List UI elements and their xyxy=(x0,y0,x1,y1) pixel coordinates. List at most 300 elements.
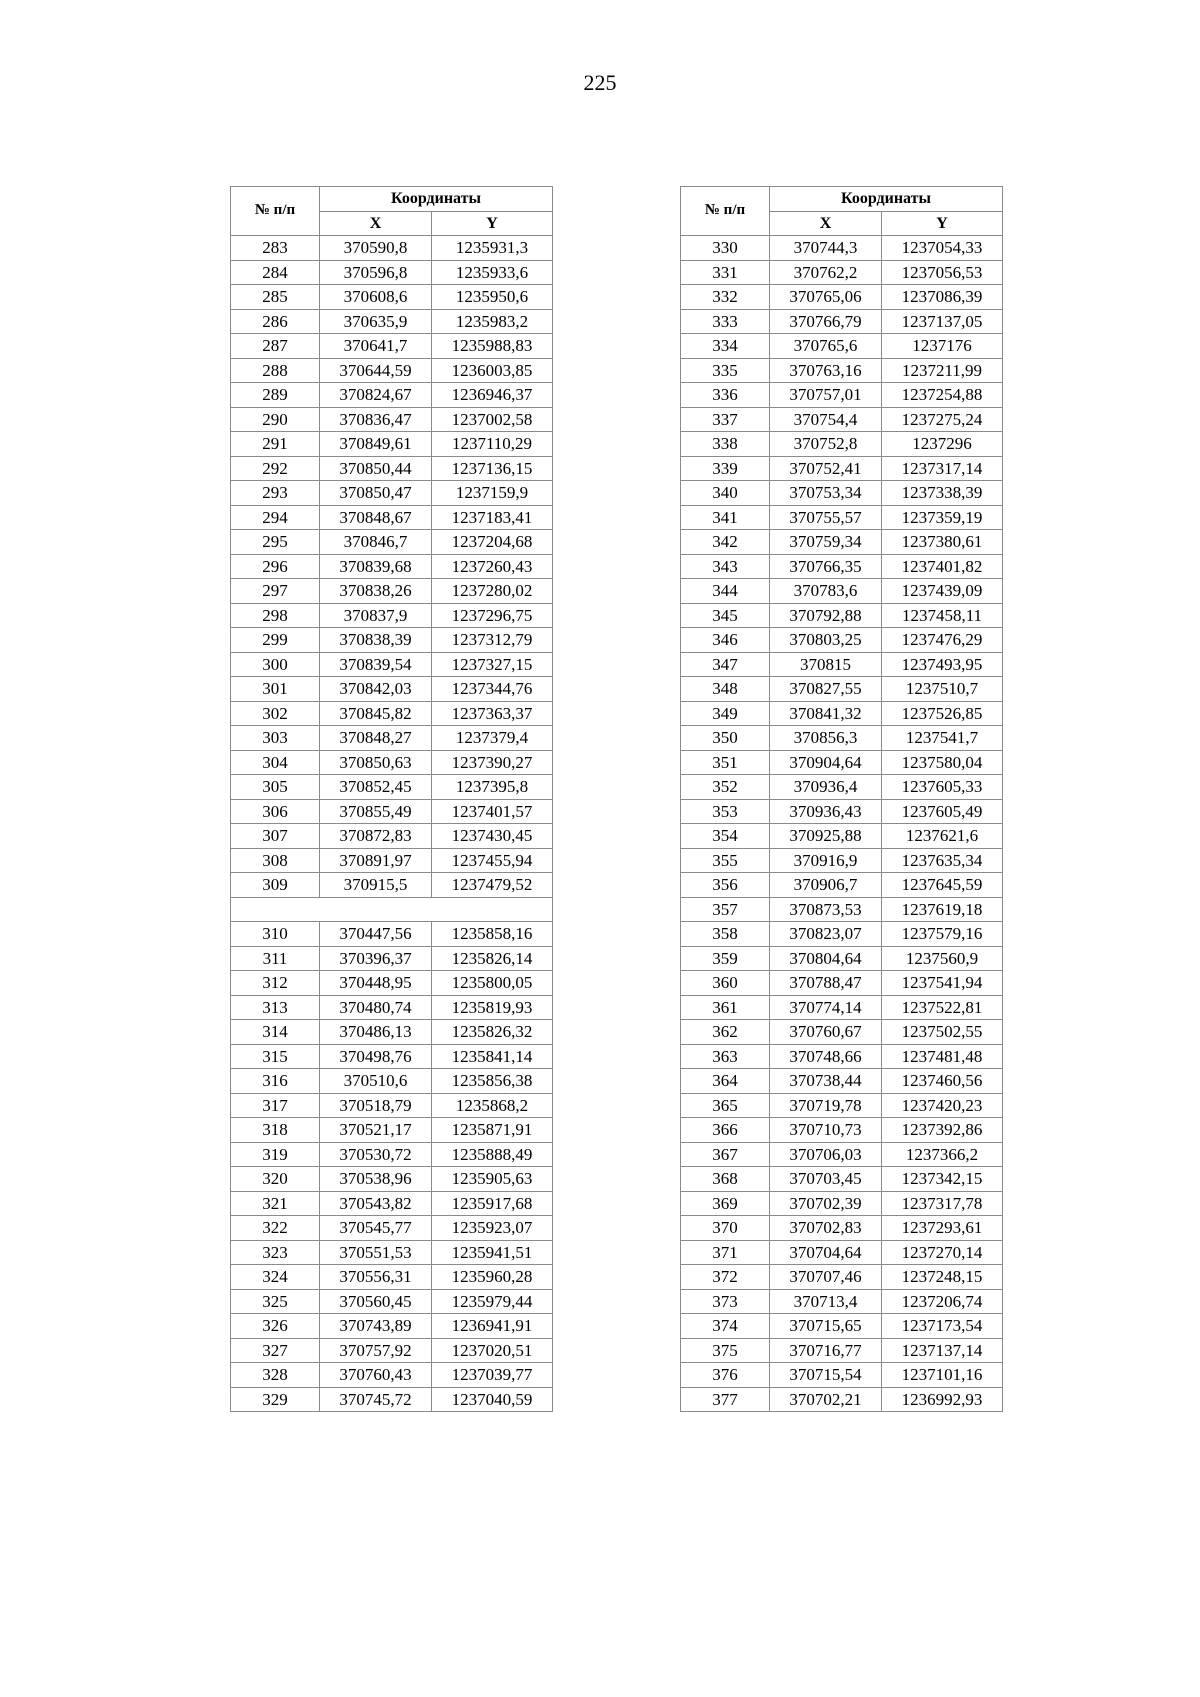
table-row xyxy=(231,799,553,824)
coord-y: 1237136,15 xyxy=(432,456,553,481)
table-row xyxy=(231,530,553,555)
point-number: 303 xyxy=(231,726,320,751)
point-number: 340 xyxy=(681,481,770,506)
coord-x: 370848,27 xyxy=(320,726,432,751)
table-row xyxy=(681,1118,1003,1143)
table-row xyxy=(231,1363,553,1388)
coord-y: 1237020,51 xyxy=(432,1338,553,1363)
coord-x: 370936,43 xyxy=(770,799,882,824)
coord-x: 370707,46 xyxy=(770,1265,882,1290)
table-row xyxy=(681,505,1003,530)
table-row xyxy=(681,1314,1003,1339)
point-number: 353 xyxy=(681,799,770,824)
coord-y: 1237338,39 xyxy=(882,481,1003,506)
coord-y: 1235871,91 xyxy=(432,1118,553,1143)
table-row xyxy=(681,358,1003,383)
table-row xyxy=(681,1069,1003,1094)
coord-y: 1237541,94 xyxy=(882,971,1003,996)
point-number: 377 xyxy=(681,1387,770,1412)
coord-y: 1237560,9 xyxy=(882,946,1003,971)
coord-x: 370849,61 xyxy=(320,432,432,457)
point-number: 290 xyxy=(231,407,320,432)
table-row xyxy=(681,1044,1003,1069)
point-number: 333 xyxy=(681,309,770,334)
coordinates-table-right xyxy=(680,186,1003,1412)
point-number: 375 xyxy=(681,1338,770,1363)
coord-y: 1237296,75 xyxy=(432,603,553,628)
coord-y: 1237645,59 xyxy=(882,873,1003,898)
point-number: 331 xyxy=(681,260,770,285)
header-x: X xyxy=(320,211,432,236)
coord-x: 370644,59 xyxy=(320,358,432,383)
coord-y: 1237430,45 xyxy=(432,824,553,849)
point-number: 370 xyxy=(681,1216,770,1241)
point-number: 284 xyxy=(231,260,320,285)
coord-x: 370702,39 xyxy=(770,1191,882,1216)
coord-y: 1237363,37 xyxy=(432,701,553,726)
point-number: 368 xyxy=(681,1167,770,1192)
point-number: 367 xyxy=(681,1142,770,1167)
table-row xyxy=(681,481,1003,506)
coord-y: 1237327,15 xyxy=(432,652,553,677)
coord-y: 1235800,05 xyxy=(432,971,553,996)
point-number: 366 xyxy=(681,1118,770,1143)
point-number: 329 xyxy=(231,1387,320,1412)
coord-x: 370836,47 xyxy=(320,407,432,432)
coord-y: 1237176 xyxy=(882,334,1003,359)
coord-y: 1235933,6 xyxy=(432,260,553,285)
table-row xyxy=(681,236,1003,261)
coord-x: 370803,25 xyxy=(770,628,882,653)
coord-x: 370838,26 xyxy=(320,579,432,604)
point-number: 316 xyxy=(231,1069,320,1094)
coord-x: 370556,31 xyxy=(320,1265,432,1290)
coord-y: 1237439,09 xyxy=(882,579,1003,604)
point-number: 361 xyxy=(681,995,770,1020)
table-row xyxy=(681,750,1003,775)
header-x: X xyxy=(770,211,882,236)
coord-y: 1235888,49 xyxy=(432,1142,553,1167)
coord-y: 1237270,14 xyxy=(882,1240,1003,1265)
coord-x: 370804,64 xyxy=(770,946,882,971)
table-row xyxy=(681,701,1003,726)
point-number: 365 xyxy=(681,1093,770,1118)
point-number: 289 xyxy=(231,383,320,408)
point-number: 292 xyxy=(231,456,320,481)
coord-y: 1237359,19 xyxy=(882,505,1003,530)
table-row xyxy=(231,407,553,432)
coord-y: 1235819,93 xyxy=(432,995,553,1020)
coord-y: 1237621,6 xyxy=(882,824,1003,849)
point-number: 288 xyxy=(231,358,320,383)
table-row xyxy=(231,579,553,604)
coord-x: 370792,88 xyxy=(770,603,882,628)
coord-x: 370757,92 xyxy=(320,1338,432,1363)
point-number: 291 xyxy=(231,432,320,457)
table-row xyxy=(231,701,553,726)
point-number: 372 xyxy=(681,1265,770,1290)
point-number: 336 xyxy=(681,383,770,408)
table-row xyxy=(231,824,553,849)
coord-x: 370839,54 xyxy=(320,652,432,677)
header-number: № п/п xyxy=(681,187,770,236)
coord-y: 1237312,79 xyxy=(432,628,553,653)
coord-y: 1237605,33 xyxy=(882,775,1003,800)
coord-x: 370560,45 xyxy=(320,1289,432,1314)
table-row xyxy=(681,995,1003,1020)
table-row xyxy=(681,677,1003,702)
point-number: 317 xyxy=(231,1093,320,1118)
coord-y: 1237510,7 xyxy=(882,677,1003,702)
coord-y: 1237317,14 xyxy=(882,456,1003,481)
table-row xyxy=(231,1338,553,1363)
table-row xyxy=(231,334,553,359)
point-number: 344 xyxy=(681,579,770,604)
point-number: 313 xyxy=(231,995,320,1020)
table-row xyxy=(681,1289,1003,1314)
point-number: 338 xyxy=(681,432,770,457)
point-number: 357 xyxy=(681,897,770,922)
coord-y: 1235988,83 xyxy=(432,334,553,359)
coord-y: 1235960,28 xyxy=(432,1265,553,1290)
coord-x: 370759,34 xyxy=(770,530,882,555)
table-row xyxy=(231,775,553,800)
point-number: 346 xyxy=(681,628,770,653)
point-number: 318 xyxy=(231,1118,320,1143)
table-row xyxy=(681,334,1003,359)
header-coordinates: Координаты xyxy=(320,187,553,212)
point-number: 310 xyxy=(231,922,320,947)
table-row xyxy=(681,775,1003,800)
table-row xyxy=(681,603,1003,628)
point-number: 359 xyxy=(681,946,770,971)
point-number: 339 xyxy=(681,456,770,481)
coord-x: 370706,03 xyxy=(770,1142,882,1167)
coord-x: 370852,45 xyxy=(320,775,432,800)
coord-x: 370543,82 xyxy=(320,1191,432,1216)
coord-y: 1237619,18 xyxy=(882,897,1003,922)
point-number: 306 xyxy=(231,799,320,824)
coord-y: 1235983,2 xyxy=(432,309,553,334)
table-row xyxy=(681,873,1003,898)
coord-y: 1236946,37 xyxy=(432,383,553,408)
point-number: 337 xyxy=(681,407,770,432)
coord-x: 370521,17 xyxy=(320,1118,432,1143)
point-number: 369 xyxy=(681,1191,770,1216)
point-number: 335 xyxy=(681,358,770,383)
point-number: 324 xyxy=(231,1265,320,1290)
table-row xyxy=(231,1314,553,1339)
table-row xyxy=(231,922,553,947)
point-number: 352 xyxy=(681,775,770,800)
coord-y: 1237502,55 xyxy=(882,1020,1003,1045)
point-number: 315 xyxy=(231,1044,320,1069)
point-number: 304 xyxy=(231,750,320,775)
table-row xyxy=(681,1338,1003,1363)
coord-x: 370757,01 xyxy=(770,383,882,408)
table-row xyxy=(681,1265,1003,1290)
coord-x: 370838,39 xyxy=(320,628,432,653)
coord-x: 370824,67 xyxy=(320,383,432,408)
coord-x: 370754,4 xyxy=(770,407,882,432)
table-row xyxy=(681,530,1003,555)
coord-y: 1237293,61 xyxy=(882,1216,1003,1241)
coord-y: 1237260,43 xyxy=(432,554,553,579)
coord-x: 370745,72 xyxy=(320,1387,432,1412)
point-number: 296 xyxy=(231,554,320,579)
coord-x: 370510,6 xyxy=(320,1069,432,1094)
coord-y: 1235905,63 xyxy=(432,1167,553,1192)
separator-cell xyxy=(231,897,553,922)
coord-x: 370766,35 xyxy=(770,554,882,579)
coord-x: 370590,8 xyxy=(320,236,432,261)
point-number: 319 xyxy=(231,1142,320,1167)
point-number: 327 xyxy=(231,1338,320,1363)
coord-y: 1235856,38 xyxy=(432,1069,553,1094)
coord-y: 1235841,14 xyxy=(432,1044,553,1069)
coord-x: 370752,41 xyxy=(770,456,882,481)
coord-y: 1237481,48 xyxy=(882,1044,1003,1069)
table-row xyxy=(681,407,1003,432)
coord-y: 1237401,82 xyxy=(882,554,1003,579)
coord-y: 1237526,85 xyxy=(882,701,1003,726)
table-row xyxy=(231,628,553,653)
coord-x: 370760,67 xyxy=(770,1020,882,1045)
point-number: 312 xyxy=(231,971,320,996)
point-number: 309 xyxy=(231,873,320,898)
point-number: 332 xyxy=(681,285,770,310)
coord-x: 370641,7 xyxy=(320,334,432,359)
coord-y: 1237101,16 xyxy=(882,1363,1003,1388)
coord-y: 1237635,34 xyxy=(882,848,1003,873)
point-number: 314 xyxy=(231,1020,320,1045)
coord-x: 370842,03 xyxy=(320,677,432,702)
table-row xyxy=(231,1289,553,1314)
table-row xyxy=(231,1093,553,1118)
table-row xyxy=(231,873,553,898)
table-row xyxy=(681,922,1003,947)
separator-row xyxy=(231,897,553,922)
table-row xyxy=(231,505,553,530)
table-row xyxy=(231,1216,553,1241)
point-number: 330 xyxy=(681,236,770,261)
table-row xyxy=(681,1216,1003,1241)
coord-x: 370846,7 xyxy=(320,530,432,555)
table-row xyxy=(231,383,553,408)
table-row xyxy=(231,1142,553,1167)
table-row xyxy=(231,946,553,971)
point-number: 347 xyxy=(681,652,770,677)
table-row xyxy=(681,432,1003,457)
coord-x: 370837,9 xyxy=(320,603,432,628)
coord-y: 1237039,77 xyxy=(432,1363,553,1388)
coord-x: 370774,14 xyxy=(770,995,882,1020)
coord-y: 1235868,2 xyxy=(432,1093,553,1118)
coord-x: 370916,9 xyxy=(770,848,882,873)
coord-y: 1237280,02 xyxy=(432,579,553,604)
coord-x: 370596,8 xyxy=(320,260,432,285)
point-number: 287 xyxy=(231,334,320,359)
table-row xyxy=(231,432,553,457)
table-row xyxy=(231,971,553,996)
table-row xyxy=(681,1093,1003,1118)
coord-x: 370766,79 xyxy=(770,309,882,334)
table-row xyxy=(681,799,1003,824)
coord-y: 1237460,56 xyxy=(882,1069,1003,1094)
coord-y: 1237054,33 xyxy=(882,236,1003,261)
point-number: 305 xyxy=(231,775,320,800)
coord-x: 370765,06 xyxy=(770,285,882,310)
coord-x: 370872,83 xyxy=(320,824,432,849)
coord-x: 370765,6 xyxy=(770,334,882,359)
point-number: 360 xyxy=(681,971,770,996)
coord-y: 1237137,14 xyxy=(882,1338,1003,1363)
table-row xyxy=(681,824,1003,849)
point-number: 321 xyxy=(231,1191,320,1216)
coord-y: 1235923,07 xyxy=(432,1216,553,1241)
point-number: 322 xyxy=(231,1216,320,1241)
coord-x: 370788,47 xyxy=(770,971,882,996)
point-number: 300 xyxy=(231,652,320,677)
coord-x: 370704,64 xyxy=(770,1240,882,1265)
table-row xyxy=(231,309,553,334)
table-row xyxy=(231,750,553,775)
header-y: Y xyxy=(882,211,1003,236)
coord-y: 1237580,04 xyxy=(882,750,1003,775)
point-number: 298 xyxy=(231,603,320,628)
coord-x: 370850,63 xyxy=(320,750,432,775)
coord-y: 1237493,95 xyxy=(882,652,1003,677)
coord-y: 1236941,91 xyxy=(432,1314,553,1339)
coord-x: 370518,79 xyxy=(320,1093,432,1118)
coord-y: 1237183,41 xyxy=(432,505,553,530)
table-row xyxy=(231,1118,553,1143)
coord-x: 370719,78 xyxy=(770,1093,882,1118)
point-number: 376 xyxy=(681,1363,770,1388)
point-number: 373 xyxy=(681,1289,770,1314)
table-row xyxy=(681,971,1003,996)
point-number: 349 xyxy=(681,701,770,726)
coord-y: 1235941,51 xyxy=(432,1240,553,1265)
coord-y: 1237605,49 xyxy=(882,799,1003,824)
point-number: 351 xyxy=(681,750,770,775)
point-number: 348 xyxy=(681,677,770,702)
table-row xyxy=(231,1265,553,1290)
coord-x: 370545,77 xyxy=(320,1216,432,1241)
table-row xyxy=(681,897,1003,922)
coord-y: 1237173,54 xyxy=(882,1314,1003,1339)
coord-y: 1237479,52 xyxy=(432,873,553,898)
coord-x: 370856,3 xyxy=(770,726,882,751)
table-row xyxy=(231,481,553,506)
table-row xyxy=(231,603,553,628)
coord-x: 370845,82 xyxy=(320,701,432,726)
coord-x: 370904,64 xyxy=(770,750,882,775)
table-row xyxy=(681,628,1003,653)
table-row xyxy=(681,1387,1003,1412)
coord-x: 370635,9 xyxy=(320,309,432,334)
coord-y: 1235917,68 xyxy=(432,1191,553,1216)
coord-x: 370763,16 xyxy=(770,358,882,383)
table-row xyxy=(231,1387,553,1412)
coord-x: 370448,95 xyxy=(320,971,432,996)
table-row xyxy=(231,995,553,1020)
point-number: 364 xyxy=(681,1069,770,1094)
table-row xyxy=(231,1044,553,1069)
point-number: 311 xyxy=(231,946,320,971)
point-number: 345 xyxy=(681,603,770,628)
coord-x: 370551,53 xyxy=(320,1240,432,1265)
coord-y: 1237541,7 xyxy=(882,726,1003,751)
point-number: 308 xyxy=(231,848,320,873)
point-number: 325 xyxy=(231,1289,320,1314)
coord-x: 370841,32 xyxy=(770,701,882,726)
point-number: 294 xyxy=(231,505,320,530)
point-number: 328 xyxy=(231,1363,320,1388)
coord-y: 1237056,53 xyxy=(882,260,1003,285)
coord-x: 370498,76 xyxy=(320,1044,432,1069)
table-row xyxy=(231,358,553,383)
coord-x: 370486,13 xyxy=(320,1020,432,1045)
coord-x: 370850,47 xyxy=(320,481,432,506)
coord-y: 1237002,58 xyxy=(432,407,553,432)
table-row xyxy=(681,260,1003,285)
coord-y: 1236992,93 xyxy=(882,1387,1003,1412)
coord-x: 370906,7 xyxy=(770,873,882,898)
coord-x: 370755,57 xyxy=(770,505,882,530)
coord-y: 1237395,8 xyxy=(432,775,553,800)
header-coordinates: Координаты xyxy=(770,187,1003,212)
coord-x: 370815 xyxy=(770,652,882,677)
coord-y: 1237040,59 xyxy=(432,1387,553,1412)
coord-y: 1237380,61 xyxy=(882,530,1003,555)
coord-x: 370744,3 xyxy=(770,236,882,261)
table-row xyxy=(231,260,553,285)
point-number: 362 xyxy=(681,1020,770,1045)
point-number: 354 xyxy=(681,824,770,849)
coord-y: 1235931,3 xyxy=(432,236,553,261)
point-number: 374 xyxy=(681,1314,770,1339)
coord-y: 1237522,81 xyxy=(882,995,1003,1020)
coord-x: 370762,2 xyxy=(770,260,882,285)
table-row xyxy=(231,456,553,481)
point-number: 286 xyxy=(231,309,320,334)
point-number: 350 xyxy=(681,726,770,751)
table-row xyxy=(231,677,553,702)
coord-y: 1235858,16 xyxy=(432,922,553,947)
coord-x: 370715,65 xyxy=(770,1314,882,1339)
coord-x: 370760,43 xyxy=(320,1363,432,1388)
table-row xyxy=(681,1020,1003,1045)
coord-x: 370715,54 xyxy=(770,1363,882,1388)
coord-x: 370915,5 xyxy=(320,873,432,898)
point-number: 323 xyxy=(231,1240,320,1265)
coord-x: 370738,44 xyxy=(770,1069,882,1094)
point-number: 343 xyxy=(681,554,770,579)
coord-x: 370839,68 xyxy=(320,554,432,579)
coord-y: 1237476,29 xyxy=(882,628,1003,653)
coord-x: 370702,21 xyxy=(770,1387,882,1412)
point-number: 342 xyxy=(681,530,770,555)
coord-x: 370850,44 xyxy=(320,456,432,481)
coord-x: 370925,88 xyxy=(770,824,882,849)
table-row xyxy=(681,309,1003,334)
point-number: 371 xyxy=(681,1240,770,1265)
point-number: 293 xyxy=(231,481,320,506)
point-number: 307 xyxy=(231,824,320,849)
coord-y: 1237455,94 xyxy=(432,848,553,873)
coord-x: 370530,72 xyxy=(320,1142,432,1167)
